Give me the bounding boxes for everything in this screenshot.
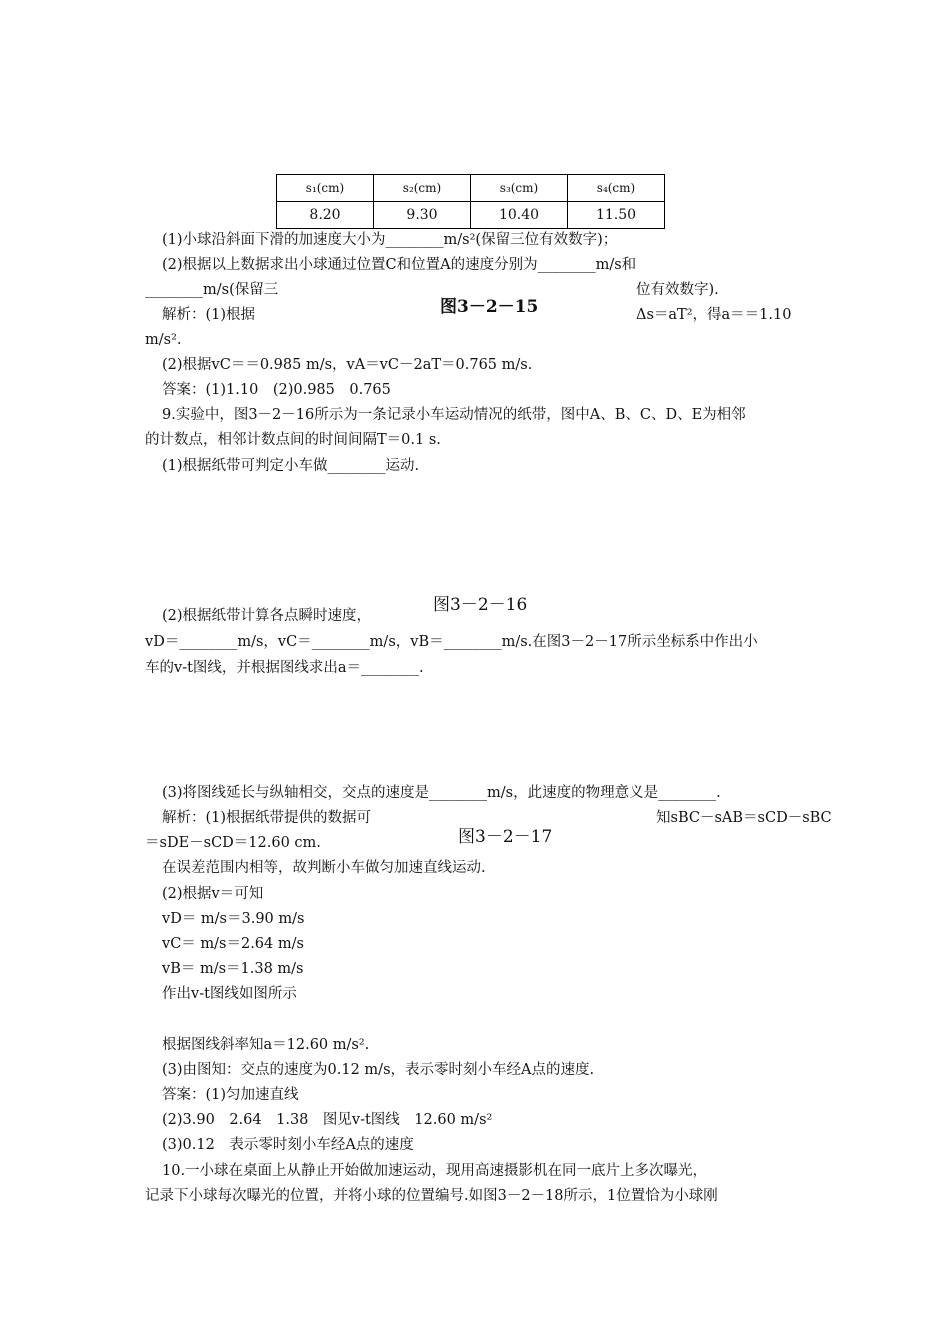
table-header-cell: s₁(cm) [277,175,374,202]
figure-caption: 图3－2－16 [433,595,528,615]
text-line: (2)根据vC＝＝0.985 m/s，vA＝vC－2aT＝0.765 m/s. [162,357,533,373]
text-line: ＝sDE－sCD＝12.60 cm. [145,835,321,851]
text-line: (3)由图知：交点的速度为0.12 m/s，表示零时刻小车经A点的速度. [162,1062,595,1078]
text-line: (3)将图线延长与纵轴相交，交点的速度是________m/s，此速度的物理意义是________. [162,785,721,801]
table-cell: 11.50 [568,202,665,229]
table-header-cell: s₂(cm) [374,175,471,202]
text-line: 根据图线斜率知a＝12.60 m/s². [162,1037,370,1053]
text-line: ________m/s(保留三 [145,282,279,298]
text-line: (2)根据v＝可知 [162,886,264,902]
text-line: 答案：(1)1.10 (2)0.985 0.765 [162,382,391,398]
text-line: (3)0.12 表示零时刻小车经A点的速度 [162,1137,414,1153]
text-line: vD＝________m/s，vC＝________m/s，vB＝________m/s.在图3－2－17所示坐标系中作出小 [145,634,758,650]
text-line: 答案：(1)匀加速直线 [162,1087,299,1103]
figure-caption: 图3－2－15 [440,297,539,317]
text-line: m/s². [145,332,182,348]
text-line: 解析：(1)根据纸带提供的数据可 [162,810,372,826]
table-cell: 8.20 [277,202,374,229]
table-header-row [277,175,665,202]
text-line: 的计数点，相邻计数点间的时间间隔T＝0.1 s. [145,432,441,448]
text-line: vD＝ m/s＝3.90 m/s [162,911,305,927]
table-row [277,202,665,229]
text-line: 作出v-t图线如图所示 [162,986,297,1002]
text-line: 10.一小球在桌面上从静止开始做加速运动，现用高速摄影机在同一底片上多次曝光， [162,1163,708,1179]
text-line: vB＝ m/s＝1.38 m/s [162,961,304,977]
text-line: 记录下小球每次曝光的位置，并将小球的位置编号.如图3－2－18所示，1位置恰为小球刚 [145,1188,718,1204]
table-header-cell: s₄(cm) [568,175,665,202]
data-table [276,174,665,229]
text-line: (1)根据纸带可判定小车做________运动. [162,458,420,474]
text-line: 9.实验中，图3－2－16所示为一条记录小车运动情况的纸带，图中A、B、C、D、E为相邻 [162,407,746,423]
text-line: 车的v-t图线，并根据图线求出a＝________. [145,660,424,676]
text-line: 位有效数字). [636,282,719,298]
text-line: (2)根据纸带计算各点瞬时速度， [162,608,372,624]
text-line: vC＝ m/s＝2.64 m/s [162,936,304,952]
text-line: 在误差范围内相等，故判断小车做匀加速直线运动. [162,860,486,876]
text-line: (2)3.90 2.64 1.38 图见v-t图线 12.60 m/s² [162,1112,493,1128]
table-cell: 9.30 [374,202,471,229]
text-line: 知sBC－sAB＝sCD－sBC [656,810,832,826]
text-line: (2)根据以上数据求出小球通过位置C和位置A的速度分别为________m/s和 [162,257,637,273]
table-header-cell: s₃(cm) [471,175,568,202]
table-cell: 10.40 [471,202,568,229]
text-line: Δs＝aT²，得a＝＝1.10 [636,307,792,323]
text-line: 解析：(1)根据 [162,307,256,323]
figure-caption: 图3－2－17 [458,827,553,847]
text-line: (1)小球沿斜面下滑的加速度大小为________m/s²(保留三位有效数字)； [162,232,618,248]
